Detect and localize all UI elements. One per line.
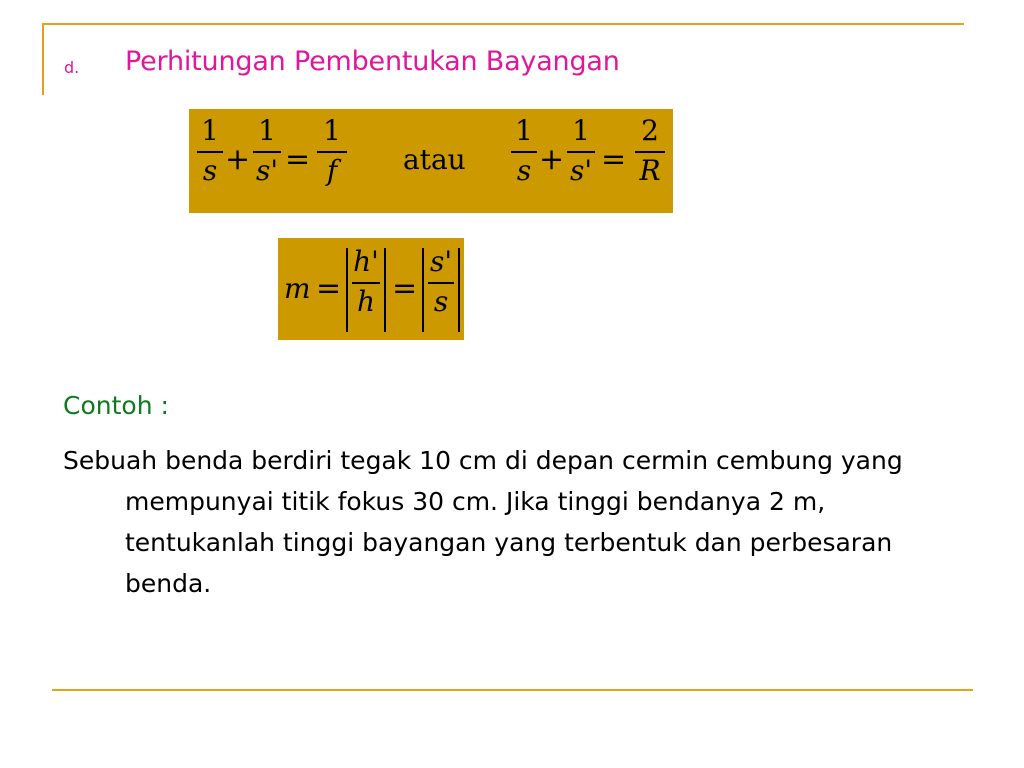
denominator: R [639,154,661,187]
example-problem-text: Sebuah benda berdiri tegak 10 cm di depan cermin cembung yang mempunyai titik fokus 30 cm. Jika tinggi bendanya 2 m, tentukanlah tinggi bayangan yang terbentuk dan perbesaran benda. [63,446,903,598]
fraction-one-over-s-prime [253,114,281,189]
numerator: s' [429,245,453,278]
plus-sign: + [539,142,565,177]
equals-sign: = [392,271,418,306]
denominator: s [202,154,218,187]
denominator: f [326,154,338,187]
numerator: 1 [258,114,276,147]
plus-sign: + [225,142,251,177]
connector-word: atau [403,143,466,176]
denominator: s' [255,154,279,187]
example-label: Contoh : [63,391,169,420]
equals-sign: = [285,142,311,177]
fraction-bar [352,282,380,284]
numerator: 1 [515,114,533,147]
fraction-bar [317,151,347,153]
fraction-bar [428,282,454,284]
denominator: s' [569,154,593,187]
equals-sign: = [601,142,627,177]
fraction-one-over-f [317,114,347,189]
fraction-bar [511,151,537,153]
fraction-one-over-s [197,114,223,189]
absolute-value-bar [384,248,386,332]
fraction-bar [253,151,281,153]
equals-sign: = [316,271,342,306]
bullet-letter: d. [64,58,80,77]
numerator: 1 [323,114,341,147]
slide-title: Perhitungan Pembentukan Bayangan [125,46,620,77]
absolute-value-bar [346,248,348,332]
fraction-one-over-s-prime [567,114,595,189]
mirror-equation-box [189,109,673,213]
fraction-two-over-r [635,114,665,189]
numerator: 1 [201,114,219,147]
numerator: 2 [641,114,659,147]
magnification-box [278,238,464,340]
magnification-symbol: m [284,272,311,305]
denominator: s [516,154,532,187]
fraction-s-prime-over-s [428,245,454,320]
fraction-h-prime-over-h [352,245,380,320]
frame-bottom-line [52,689,973,691]
fraction-one-over-s [511,114,537,189]
absolute-value-bar [422,248,424,332]
frame-top-line [42,23,964,25]
fraction-bar [197,151,223,153]
frame-left-line [42,23,44,95]
numerator: 1 [572,114,590,147]
fraction-bar [567,151,595,153]
denominator: s [433,285,449,318]
denominator: h [356,285,376,318]
absolute-value-bar [458,248,460,332]
fraction-bar [635,151,665,153]
numerator: h' [353,245,379,278]
